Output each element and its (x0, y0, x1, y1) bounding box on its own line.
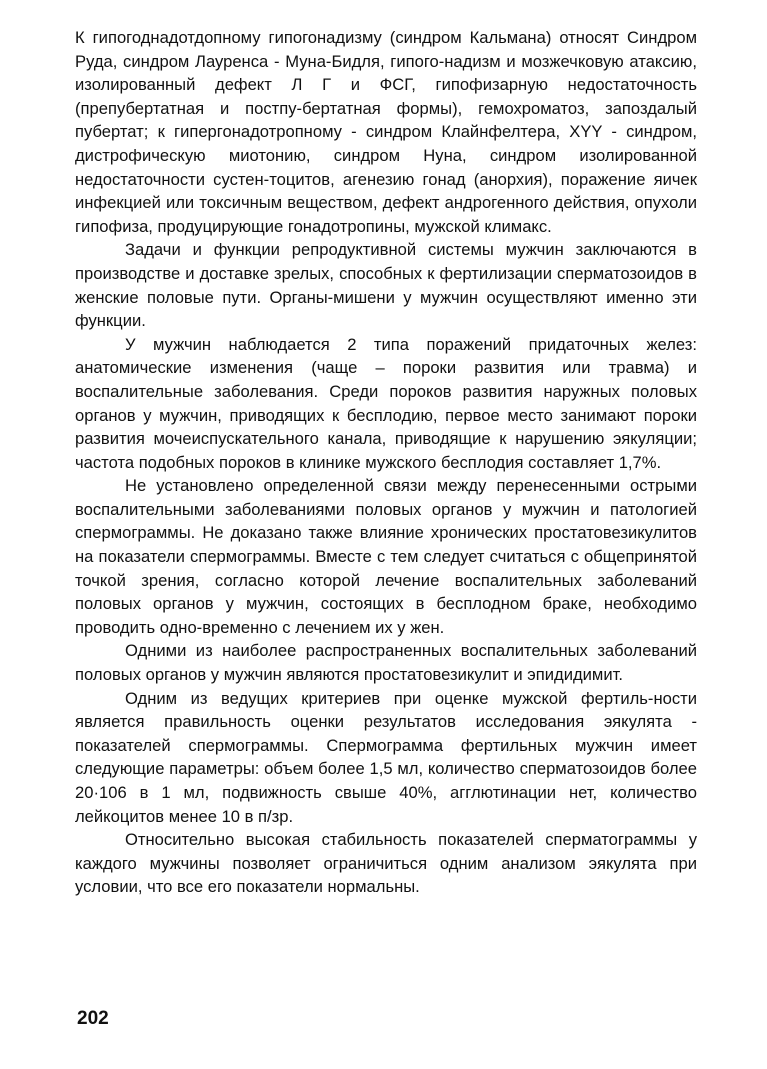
page-body (75, 26, 697, 899)
paragraph-3: У мужчин наблюдается 2 типа поражений придаточных желез: анатомические изменения (чаще – пороки развития или травма) и воспалительные заболевания. Среди пороков развития наружных половых органов у мужчин, приводящих к бесплодию, первое место занимают пороки развития мочеиспускательного канала, приводящие к нарушению эякуляции; частота подобных пороков в клинике мужского бесплодия составляет 1,7%. (75, 334, 697, 472)
paragraph-1: К гипогоднадотдопному гипогонадизму (синдром Кальмана) относят Синдром Руда, синдром Лауренса - Муна-Бидля, гипого-надизм и мозжечковую атаксию, изолированный дефект Л Г и ФСГ, гипофизарную недостаточность (препубертатная и постпу-бертатная формы), гемохроматоз, запоздалый пубертат; к гипергонадотропному - синдром Клайнфелтера, XYY - синдром, дистрофическую миотонию, синдром Нуна, синдром изолированной недостаточности сустен-тоцитов, агенезию гонад (анорхия), поражение яичек инфекцией или токсичным веществом, дефект андрогенного действия, опухоли гипофиза, продуцирующие гонадотропины, мужской климакс. (75, 28, 697, 236)
paragraph-2: Задачи и функции репродуктивной системы мужчин заключаются в производстве и доставке зрелых, способных к фертилизации сперматозоидов в женские половые пути. Органы-мишени у мужчин осуществляют именно эти функции. (75, 240, 697, 331)
paragraph-7: Относительно высокая стабильность показателей сперматограммы у каждого мужчины позволяет ограничиться одним анализом эякулята при условии, что все его показатели нормальны. (75, 830, 697, 897)
paragraph-6: Одним из ведущих критериев при оценке мужской фертиль-ности является правильность оценки результатов исследования эякулята - показателей спермограммы. Спермограмма фертильных мужчин имеет следующие параметры: объем более 1,5 мл, количество сперматозоидов более 20·106 в 1 мл, подвижность свыше 40%, агглютинации нет, количество лейкоцитов менее 10 в п/зр. (75, 688, 697, 826)
paragraph-4: Не установлено определенной связи между перенесенными острыми воспалительными заболеваниями половых органов у мужчин и патологией спермограммы. Не доказано также влияние хронических простатовезикулитов на показатели спермограммы. Вместе с тем следует считаться с общепринятой точкой зрения, согласно которой лечение воспалительных заболеваний половых органов у мужчин, состоящих в бесплодном браке, необходимо проводить одно-временно с лечением их у жен. (75, 476, 697, 637)
page-number: 202 (77, 1008, 109, 1029)
paragraph-5: Одними из наиболее распространенных воспалительных заболеваний половых органов у мужчин являются простатовезикулит и эпидидимит. (75, 641, 697, 685)
